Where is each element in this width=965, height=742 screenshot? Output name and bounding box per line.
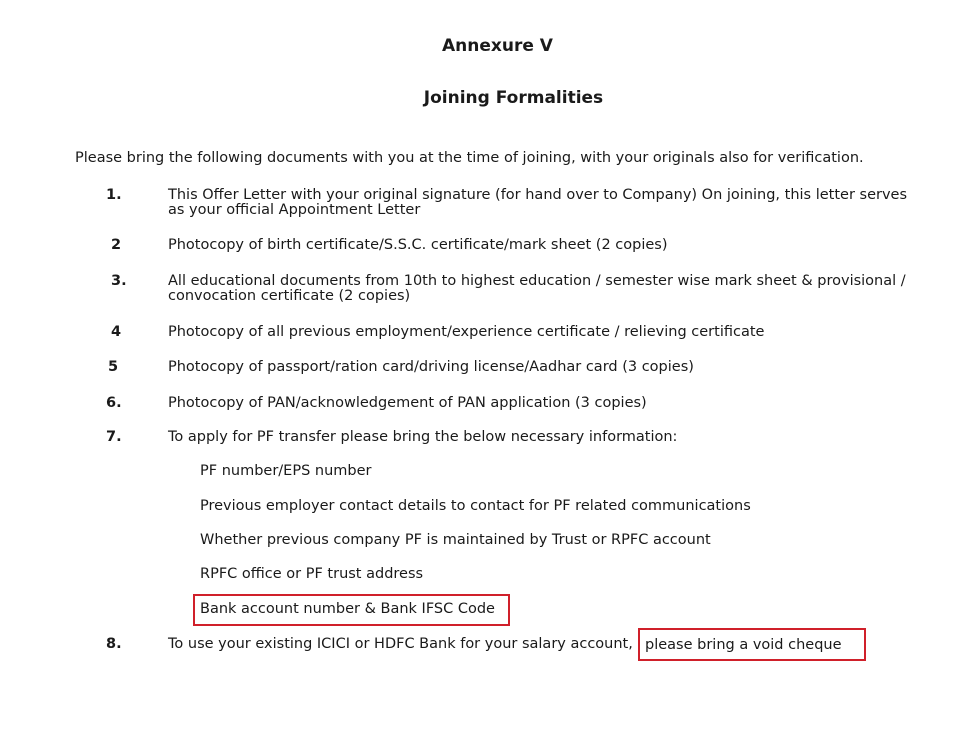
item-number: 7.	[106, 429, 122, 445]
item-highlight-text: please bring a void cheque	[645, 637, 842, 653]
annexure-title: Annexure V	[442, 36, 553, 56]
item-number: 2	[111, 237, 122, 253]
item-text: Photocopy of passport/ration card/driving license/Aadhar card (3 copies)	[168, 359, 694, 375]
item-number: 1.	[106, 187, 122, 203]
item-text: Photocopy of PAN/acknowledgement of PAN application (3 copies)	[168, 395, 647, 411]
section-title: Joining Formalities	[423, 88, 604, 108]
item-text: Photocopy of birth certificate/S.S.C. certificate/mark sheet (2 copies)	[168, 237, 668, 253]
item-text: Photocopy of all previous employment/experience certificate / relieving certificate	[168, 324, 765, 340]
intro-text: Please bring the following documents with you at the time of joining, with your originals also for verification.	[75, 150, 864, 166]
pf-subitem: PF number/EPS number	[200, 463, 372, 479]
item-number: 6.	[106, 395, 122, 411]
item-text: This Offer Letter with your original signature (for hand over to Company) On joining, this letter serves as your official Appointment Letter	[168, 187, 908, 218]
item-text: To apply for PF transfer please bring the below necessary information:	[168, 429, 678, 445]
pf-subitem-highlighted: Bank account number & Bank IFSC Code	[200, 601, 495, 617]
item-number: 5	[108, 359, 119, 375]
item-number: 8.	[106, 636, 122, 652]
pf-subitem: Whether previous company PF is maintained by Trust or RPFC account	[200, 532, 711, 548]
pf-subitem: RPFC office or PF trust address	[200, 566, 424, 582]
item-number: 3.	[111, 273, 127, 289]
item-number: 4	[111, 324, 122, 340]
item-text: To use your existing ICICI or HDFC Bank for your salary account,	[168, 636, 633, 652]
item-text: All educational documents from 10th to highest education / semester wise mark sheet & provisional / convocation certificate (2 copies)	[168, 273, 906, 304]
pf-subitem: Previous employer contact details to contact for PF related communications	[200, 498, 751, 514]
